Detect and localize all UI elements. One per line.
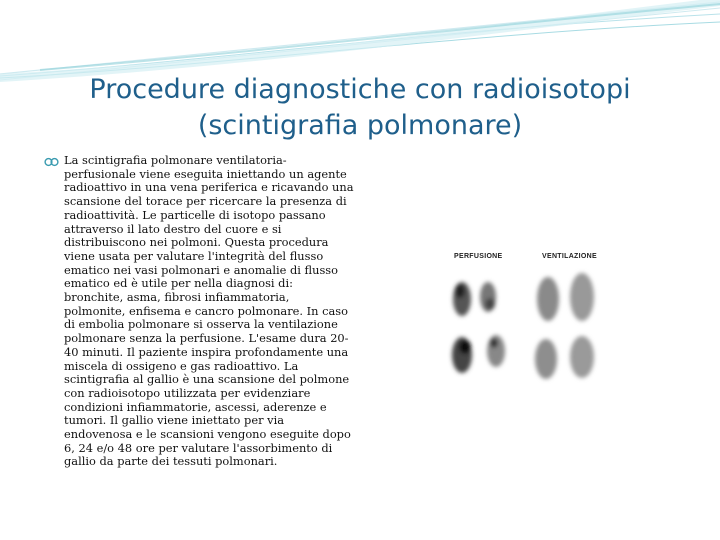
bullet-paragraph: La scintigrafia polmonare ventilatoria-perfusionale viene eseguita iniettando un agente radioattivo in una vena periferica e ricavando una scansione del torace per ricercare la presenza di radioattività. Le particelle di isotopo passano attraverso il lato destro del cuore e si distribuiscono nei polmoni. Questa procedura viene usata per valutare l'integrità del flusso ematico nei vasi polmonari e anomalie di flusso ematico ed è utile per nella diagnosi di: bronchite, asma, fibrosi infiammatoria, polmonite, enfisema e cancro polmonare. In caso di embolia polmonare si osserva la ventilazione polmonare senza la perfusione. L'esame dura 20-40 minuti. Il paziente inspira profondamente una miscela di ossigeno e gas radioattivo. La scintigrafia al gallio è una scansione del polmone con radioisotopo utilizzata per evidenziare condizioni infiammatorie, ascessi, aderenze e tumori. Il gallio viene iniettato per via endovenosa e le scansioni vengono eseguite dopo 6, 24 e/o 48 ore per valutare l'assorbimento di gallio da parte dei tessuti polmonari.	[64, 153, 354, 469]
slide-title	[60, 72, 660, 144]
title-line-2: (scintigrafia polmonare)	[197, 110, 523, 141]
perfusion-label: PERFUSIONE	[454, 253, 503, 260]
ventilation-scan-bottom	[535, 336, 594, 379]
ventilation-scan-top	[537, 273, 594, 321]
perfusion-scan-bottom	[452, 335, 505, 373]
perfusion-scan-top	[453, 282, 496, 316]
bullet-icon	[44, 157, 60, 167]
ventilation-label: VENTILAZIONE	[542, 253, 597, 260]
scan-panels	[440, 247, 625, 395]
title-line-1: Procedure diagnostiche con radioisotopi	[89, 74, 631, 105]
lung-scan-image	[440, 247, 625, 395]
